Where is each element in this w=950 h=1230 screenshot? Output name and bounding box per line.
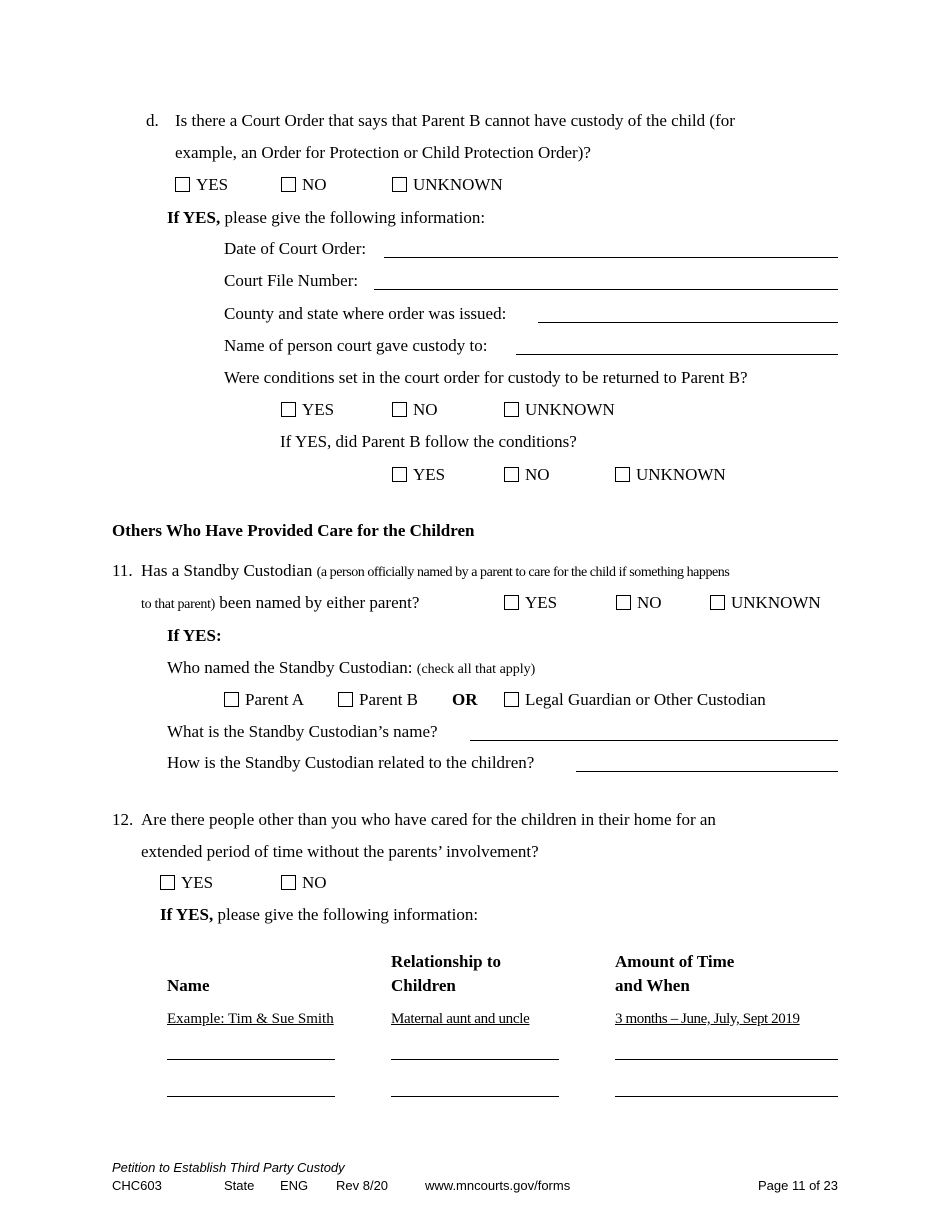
follow-conditions-question: If YES, did Parent B follow the conditions? <box>280 432 577 451</box>
parent-b-option[interactable] <box>338 690 418 710</box>
conditions-yes-checkbox[interactable] <box>281 402 296 417</box>
q-d-yes-option[interactable] <box>175 175 228 195</box>
q11-no-checkbox[interactable] <box>616 595 631 610</box>
legal-guardian-label: Legal Guardian or Other Custodian <box>525 690 766 709</box>
standby-related-field[interactable] <box>576 771 838 772</box>
footer-url[interactable]: www.mncourts.gov/forms <box>425 1178 571 1193</box>
follow-unknown-checkbox[interactable] <box>615 467 630 482</box>
question-d-text-line2: example, an Order for Protection or Child Protection Order)? <box>175 143 591 162</box>
q11-if-yes: If YES: <box>167 626 222 645</box>
question-12-text-line1: Are there people other than you who have cared for the children in their home for an <box>141 810 716 829</box>
parent-a-checkbox[interactable] <box>224 692 239 707</box>
footer-state: State <box>224 1178 255 1193</box>
q12-yes-label: YES <box>181 873 214 892</box>
court-file-number-label: Court File Number: <box>224 271 359 290</box>
q12-if-yes <box>160 905 478 925</box>
q11-no-option[interactable] <box>616 593 662 613</box>
q12-no-option[interactable] <box>281 873 327 893</box>
q-d-unknown-option[interactable] <box>392 175 503 195</box>
custody-person-label: Name of person court gave custody to: <box>224 336 488 355</box>
row1-relationship-field[interactable] <box>391 1059 559 1060</box>
parent-a-label: Parent A <box>245 690 305 709</box>
q-d-unknown-label: UNKNOWN <box>413 175 503 194</box>
q-d-no-checkbox[interactable] <box>281 177 296 192</box>
court-file-number-field[interactable] <box>374 289 838 290</box>
conditions-unknown-checkbox[interactable] <box>504 402 519 417</box>
question-12-number: 12. <box>112 810 134 829</box>
table-header-relationship-line1: Relationship to <box>391 952 502 971</box>
q-d-if-yes <box>167 208 485 228</box>
parent-b-checkbox[interactable] <box>338 692 353 707</box>
conditions-unknown-label: UNKNOWN <box>525 400 615 419</box>
question-11-paren-line2: to that parent) <box>141 597 216 612</box>
question-11-line1 <box>141 561 729 583</box>
conditions-unknown-option[interactable] <box>504 400 615 420</box>
q12-if-yes-rest: please give the following information: <box>213 905 479 924</box>
q12-no-label: NO <box>302 873 327 892</box>
row2-name-field[interactable] <box>167 1096 335 1097</box>
footer-title: Petition to Establish Third Party Custody <box>112 1160 345 1175</box>
or-label: OR <box>452 690 478 709</box>
table-header-name: Name <box>167 976 210 995</box>
who-named-note: (check all that apply) <box>416 662 536 677</box>
question-11-line2 <box>141 593 419 615</box>
follow-no-option[interactable] <box>504 465 550 485</box>
table-header-time-line2: and When <box>615 976 690 995</box>
footer-lang: ENG <box>280 1178 309 1193</box>
conditions-no-option[interactable] <box>392 400 438 420</box>
q11-no-label: NO <box>637 593 662 612</box>
q11-yes-option[interactable] <box>504 593 557 613</box>
q11-yes-label: YES <box>525 593 558 612</box>
parent-a-option[interactable] <box>224 690 304 710</box>
table-header-time-line1: Amount of Time <box>615 952 735 971</box>
section-heading: Others Who Have Provided Care for the Children <box>112 521 475 540</box>
q11-unknown-checkbox[interactable] <box>710 595 725 610</box>
q-d-if-yes-bold: If YES, <box>167 208 221 227</box>
question-d-letter: d. <box>146 111 159 130</box>
q12-no-checkbox[interactable] <box>281 875 296 890</box>
date-of-court-order-field[interactable] <box>384 257 838 258</box>
standby-name-question: What is the Standby Custodian’s name? <box>167 722 438 741</box>
q-d-unknown-checkbox[interactable] <box>392 177 407 192</box>
county-state-field[interactable] <box>538 322 838 323</box>
standby-name-field[interactable] <box>470 740 838 741</box>
date-of-court-order-label: Date of Court Order: <box>224 239 367 258</box>
county-state-label: County and state where order was issued: <box>224 304 507 323</box>
row2-relationship-field[interactable] <box>391 1096 559 1097</box>
footer-page: Page 11 of 23 <box>758 1178 838 1193</box>
standby-related-question: How is the Standby Custodian related to the children? <box>167 753 535 772</box>
conditions-no-label: NO <box>413 400 438 419</box>
q-d-yes-label: YES <box>196 175 229 194</box>
follow-unknown-label: UNKNOWN <box>636 465 726 484</box>
legal-guardian-checkbox[interactable] <box>504 692 519 707</box>
q-d-if-yes-rest: please give the following information: <box>220 208 486 227</box>
q-d-no-option[interactable] <box>281 175 327 195</box>
q11-unknown-label: UNKNOWN <box>731 593 821 612</box>
follow-yes-checkbox[interactable] <box>392 467 407 482</box>
question-11-text-end: been named by either parent? <box>215 593 420 612</box>
example-relationship: Maternal aunt and uncle <box>391 1011 530 1027</box>
q12-yes-option[interactable] <box>160 873 213 893</box>
table-header-relationship-line2: Children <box>391 976 456 995</box>
row2-time-field[interactable] <box>615 1096 838 1097</box>
legal-guardian-option[interactable] <box>504 690 766 710</box>
footer-rev: Rev 8/20 <box>336 1178 389 1193</box>
question-12-text-line2: extended period of time without the parents’ involvement? <box>141 842 539 861</box>
row1-name-field[interactable] <box>167 1059 335 1060</box>
question-11-text-start: Has a Standby Custodian <box>141 561 317 580</box>
conditions-question: Were conditions set in the court order for custody to be returned to Parent B? <box>224 368 748 387</box>
question-11-paren-line1: (a person officially named by a parent to care for the child if something happens <box>316 565 730 580</box>
row1-time-field[interactable] <box>615 1059 838 1060</box>
custody-person-field[interactable] <box>516 354 838 355</box>
question-11-number: 11. <box>112 561 133 580</box>
follow-unknown-option[interactable] <box>615 465 726 485</box>
q11-yes-checkbox[interactable] <box>504 595 519 610</box>
who-named-question <box>167 658 535 680</box>
footer-code: CHC603 <box>112 1178 162 1193</box>
q11-unknown-option[interactable] <box>710 593 821 613</box>
follow-yes-option[interactable] <box>392 465 445 485</box>
q12-if-yes-bold: If YES, <box>160 905 214 924</box>
conditions-yes-label: YES <box>302 400 335 419</box>
follow-no-checkbox[interactable] <box>504 467 519 482</box>
q-d-no-label: NO <box>302 175 327 194</box>
follow-yes-label: YES <box>413 465 446 484</box>
parent-b-label: Parent B <box>359 690 419 709</box>
q12-yes-checkbox[interactable] <box>160 875 175 890</box>
conditions-yes-option[interactable] <box>281 400 334 420</box>
who-named-text: Who named the Standby Custodian: <box>167 658 417 677</box>
example-time: 3 months – June, July, Sept 2019 <box>615 1011 800 1027</box>
q-d-yes-checkbox[interactable] <box>175 177 190 192</box>
question-d-text-line1: Is there a Court Order that says that Parent B cannot have custody of the child (for <box>175 111 735 130</box>
follow-no-label: NO <box>525 465 550 484</box>
example-name: Example: Tim & Sue Smith <box>167 1011 334 1027</box>
conditions-no-checkbox[interactable] <box>392 402 407 417</box>
